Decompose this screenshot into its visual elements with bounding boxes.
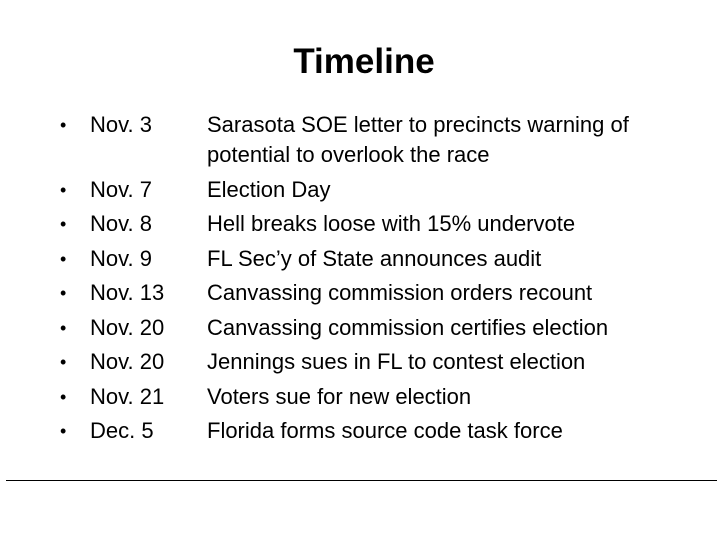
timeline-event: Hell breaks loose with 15% undervote [207, 211, 576, 236]
timeline-item [60, 242, 710, 277]
timeline-event: Election Day [207, 176, 331, 202]
bottom-divider [6, 480, 717, 481]
bullet-icon: • [60, 214, 67, 234]
timeline-event: Voters sue for new election [207, 383, 472, 409]
bullet-icon: • [60, 352, 67, 372]
bullet-icon: • [60, 386, 67, 407]
timeline-item [60, 311, 710, 346]
timeline-date: Nov. 3 [90, 112, 152, 137]
bullet-icon: • [60, 317, 67, 338]
bullet-icon: • [60, 179, 67, 200]
timeline-list [60, 108, 710, 449]
slide-title: Timeline [293, 42, 435, 81]
timeline-date: Nov. 8 [90, 211, 152, 236]
bullet-icon: • [60, 248, 67, 269]
timeline-date: Nov. 13 [90, 280, 165, 305]
bullet-icon: • [60, 115, 67, 135]
timeline-event: Jennings sues in FL to contest election [207, 349, 586, 374]
timeline-item [60, 173, 710, 208]
bullet-icon: • [60, 283, 67, 303]
timeline-item [60, 207, 710, 242]
timeline-event: Canvassing commission certifies election [207, 314, 609, 340]
timeline-date: Nov. 20 [90, 349, 165, 374]
timeline-date: Nov. 7 [90, 176, 152, 202]
timeline-date: Nov. 9 [90, 245, 152, 271]
timeline-event: Sarasota SOE letter to precincts warning of potential to overlook the race [207, 112, 629, 167]
timeline-item [60, 345, 710, 380]
timeline-event: Florida forms source code task force [207, 418, 563, 443]
timeline-item [60, 414, 710, 449]
timeline-item [60, 276, 710, 311]
timeline-date: Nov. 21 [90, 383, 165, 409]
timeline-date: Nov. 20 [90, 314, 165, 340]
timeline-item [60, 380, 710, 415]
bullet-icon: • [60, 421, 67, 441]
timeline-event: Canvassing commission orders recount [207, 280, 593, 305]
timeline-item [60, 108, 710, 173]
timeline-date: Dec. 5 [90, 418, 154, 443]
timeline-event: FL Sec’y of State announces audit [207, 245, 542, 271]
